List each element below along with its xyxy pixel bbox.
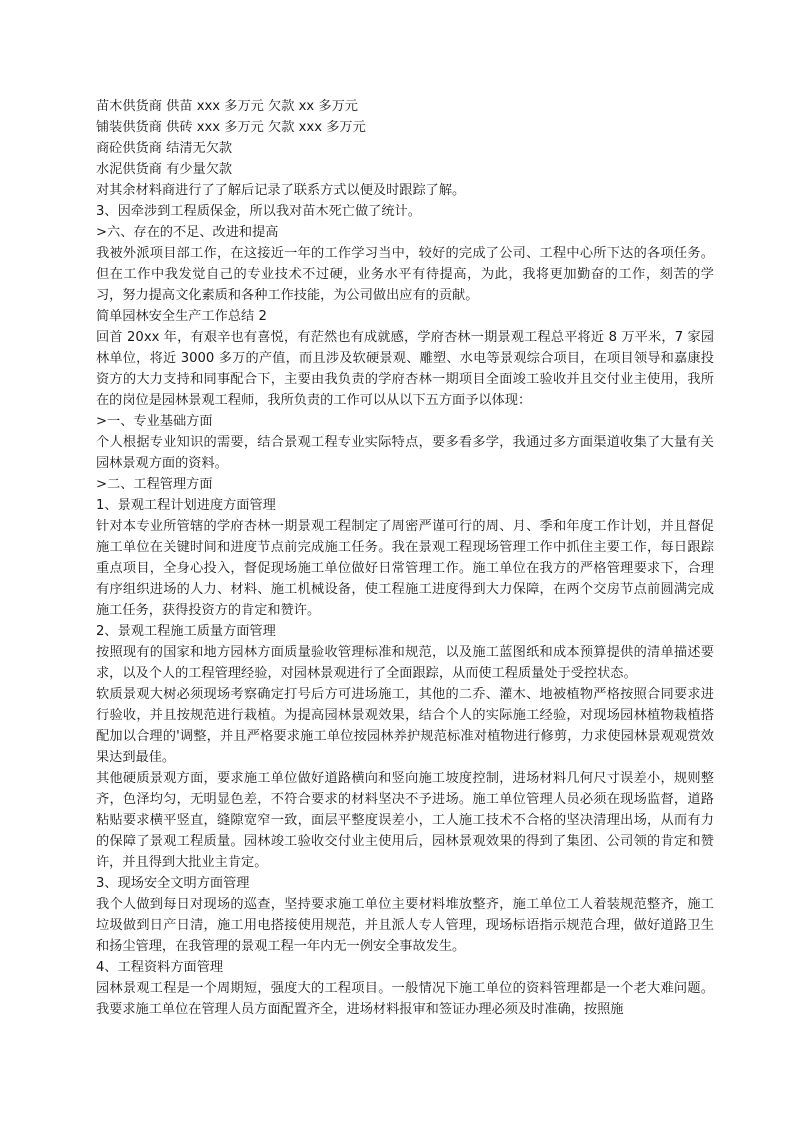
document-title: 简单园林安全生产工作总结 2 [96, 309, 267, 324]
supplier-line-seedlings: 苗木供货商 供苗 xxx 多万元 欠款 xx 多万元 [96, 99, 358, 114]
supplier-line-paving: 铺装供货商 供砖 xxx 多万元 欠款 xxx 多万元 [96, 120, 366, 135]
paragraph: 软质景观大树必须现场考察确定打号后方可进场施工，其他的二乔、灌木、地被植物严格按照合同要求进行验收，并且按规范进行栽植。为提高园林景观效果，结合个人的实际施工经验，对现场园林植物栽植搭配加以合理的'调整，并且严格要求施工单位按园林养护规范标准对植物进行修剪，力求使园林景观观赏效果达到最佳。 [96, 687, 714, 765]
paragraph: 针对本专业所管辖的学府杏林一期景观工程制定了周密严谨可行的周、月、季和年度工作计划，并且督促施工单位在关键时间和进度节点前完成施工任务。我在景观工程现场管理工作中抓住主要工作，每日跟踪重点项目，全身心投入，督促现场施工单位做好日常管理工作。施工单位在我方的严格管理要求下，合理有序组织进场的人力、材料、施工机械设备，使工程施工进度得到大力保障，在两个交房节点前圆满完成施工任务，获得投资方的肯定和赞许。 [96, 519, 714, 618]
subsection-heading: 2、景观工程施工质量方面管理 [96, 624, 276, 639]
subsection-heading: 3、现场安全文明方面管理 [96, 876, 250, 891]
section-heading: >二、工程管理方面 [96, 477, 213, 492]
section-heading: >一、专业基础方面 [96, 414, 213, 429]
paragraph: 按照现有的国家和地方园林方面质量验收管理标准和规范，以及施工蓝图纸和成本预算提供的清单描述要求，以及个人的工程管理经验，对园林景观进行了全面跟踪，从而使工程质量处于受控状态。 [96, 645, 714, 681]
paragraph: 我个人做到每日对现场的巡查，坚持要求施工单位主要材料堆放整齐，施工单位工人着装规范整齐，施工垃圾做到日产日清，施工用电搭接使用规范，并且派人专人管理，现场标语指示规范合理，做好道路卫生和扬尘管理，在我管理的景观工程一年内无一例安全事故发生。 [96, 897, 714, 954]
document-page [96, 96, 714, 1020]
paragraph: 其他硬质景观方面，要求施工单位做好道路横向和竖向施工坡度控制，进场材料几何尺寸误差小，规则整齐，色泽均匀，无明显色差，不符合要求的材料坚决不予进场。施工单位管理人员必须在现场监督，道路粘贴要求横平竖直，缝隙宽窄一致，面层平整度误差小，工人施工技术不合格的坚决清理出场，从而有力的保障了景观工程质量。园林竣工验收交付业主使用后，园林景观效果的得到了集团、公司领的肯定和赞许，并且得到大批业主肯定。 [96, 771, 714, 870]
text-line: 3、因牵涉到工程质保金，所以我对苗木死亡做了统计。 [96, 204, 421, 219]
subsection-heading: 1、景观工程计划进度方面管理 [96, 498, 276, 513]
paragraph: 回首 20xx 年，有艰辛也有喜悦，有茫然也有成就感，学府杏林一期景观工程总平将近 8 万平米，7 家园林单位，将近 3000 多万的产值，而且涉及软硬景观、雕塑、水电等景观综合项目，在项目领导和嘉康投资方的大力支持和同事配合下，主要由我负责的学府杏林一期项目全面竣工验收并且交付业主使用，我所在的岗位是园林景观工程师，我所负责的工作可以从以下五方面予以体现： [96, 330, 714, 408]
paragraph: 我被外派项目部工作，在这接近一年的工作学习当中，较好的完成了公司、工程中心所下达的各项任务。但在工作中我发觉自己的专业技术不过硬，业务水平有待提高，为此，我将更加勤奋的工作，刻苦的学习，努力提高文化素质和各种工作技能，为公司做出应有的贡献。 [96, 246, 714, 303]
supplier-line-concrete: 商砼供货商 结清无欠款 [96, 141, 233, 156]
paragraph: 个人根据专业知识的需要，结合景观工程专业实际特点，要多看多学，我通过多方面渠道收集了大量有关园林景观方面的资料。 [96, 435, 714, 471]
subsection-heading: 4、工程资料方面管理 [96, 960, 224, 975]
section-heading: >六、存在的不足、改进和提高 [96, 225, 279, 240]
paragraph: 园林景观工程是一个周期短，强度大的工程项目。一般情况下施工单位的资料管理都是一个老大难问题。我要求施工单位在管理人员方面配置齐全，进场材料报审和签证办理必须及时准确，按照施 [96, 981, 714, 1017]
text-line: 对其余材料商进行了了解后记录了联系方式以便及时跟踪了解。 [96, 183, 466, 198]
supplier-line-cement: 水泥供货商 有少量欠款 [96, 162, 233, 177]
